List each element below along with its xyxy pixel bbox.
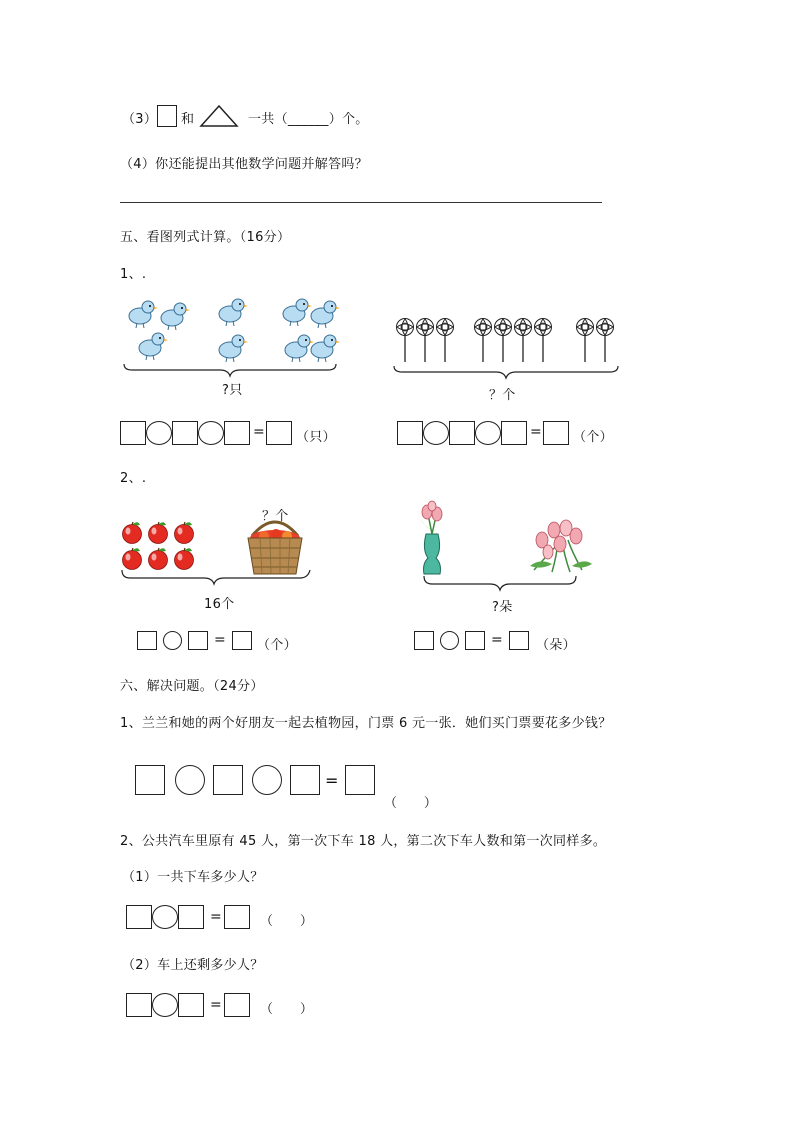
equals-sign: = bbox=[325, 771, 339, 790]
operator-circle[interactable] bbox=[423, 421, 449, 445]
triangle-icon bbox=[199, 104, 239, 128]
chick-icon bbox=[283, 299, 312, 326]
chicks-caption: ?只 bbox=[222, 383, 243, 398]
lollipops-picture bbox=[392, 312, 622, 382]
flowers-picture bbox=[412, 500, 602, 592]
answer-box[interactable] bbox=[126, 993, 152, 1017]
chick-icon bbox=[311, 301, 340, 328]
apples-picture bbox=[118, 514, 318, 594]
tulip-bouquet-icon bbox=[530, 520, 592, 572]
apple-icon bbox=[123, 522, 142, 544]
chicks-picture bbox=[120, 294, 340, 374]
lollipops-caption: ？个 bbox=[489, 388, 516, 403]
operator-circle[interactable] bbox=[152, 905, 178, 929]
equals-sign: = bbox=[210, 997, 222, 1013]
chick-icon bbox=[139, 333, 168, 360]
apple-icon bbox=[175, 548, 194, 570]
answer-box[interactable] bbox=[137, 631, 157, 650]
lollipop-icon bbox=[535, 319, 552, 363]
answer-box[interactable] bbox=[465, 631, 485, 650]
chick-icon bbox=[161, 303, 190, 330]
lollipop-icon bbox=[577, 319, 594, 363]
result-box[interactable] bbox=[232, 631, 252, 650]
lollipops-unit: （个） bbox=[573, 430, 613, 445]
operator-circle[interactable] bbox=[198, 421, 224, 445]
result-box[interactable] bbox=[266, 421, 292, 445]
answer-box[interactable] bbox=[449, 421, 475, 445]
flowers-caption: ?朵 bbox=[492, 600, 513, 615]
chick-icon bbox=[219, 299, 248, 326]
equals-sign: = bbox=[491, 632, 503, 648]
answer-box[interactable] bbox=[290, 765, 320, 795]
apple-icon bbox=[149, 522, 168, 544]
operator-circle[interactable] bbox=[440, 631, 459, 650]
sub1-unit: （ ） bbox=[260, 914, 314, 929]
brace-icon bbox=[124, 364, 336, 376]
result-box[interactable] bbox=[224, 993, 250, 1017]
apples-caption: 16个 bbox=[204, 597, 235, 612]
lollipop-icon bbox=[597, 319, 614, 363]
operator-circle[interactable] bbox=[475, 421, 501, 445]
section6-title: 六、解决问题。（24分） bbox=[120, 679, 264, 694]
answer-box[interactable] bbox=[188, 631, 208, 650]
p1-unit: （ ） bbox=[384, 796, 438, 811]
result-box[interactable] bbox=[543, 421, 569, 445]
vase-icon bbox=[420, 501, 442, 574]
lollipop-icon bbox=[397, 319, 414, 363]
apple-icon bbox=[175, 522, 194, 544]
answer-box[interactable] bbox=[213, 765, 243, 795]
chicks-unit: （只） bbox=[296, 430, 336, 445]
basket-icon bbox=[248, 522, 302, 574]
lollipop-icon bbox=[495, 319, 512, 363]
chick-icon bbox=[311, 335, 340, 362]
lollipop-icon bbox=[417, 319, 434, 363]
lollipop-icon bbox=[515, 319, 532, 363]
operator-circle[interactable] bbox=[146, 421, 172, 445]
q3-text: 一共（______）个。 bbox=[248, 112, 369, 127]
section5-title: 五、看图列式计算。（16分） bbox=[120, 230, 291, 245]
flowers-unit: （朵） bbox=[536, 638, 576, 653]
q3-and: 和 bbox=[181, 112, 195, 127]
lollipop-icon bbox=[437, 319, 454, 363]
chick-icon bbox=[129, 301, 158, 328]
equals-sign: = bbox=[530, 424, 542, 440]
chick-icon bbox=[285, 335, 314, 362]
answer-box[interactable] bbox=[224, 421, 250, 445]
square-box-icon bbox=[157, 105, 177, 127]
brace-icon bbox=[424, 576, 576, 590]
apples-unit: （个） bbox=[257, 638, 297, 653]
result-box[interactable] bbox=[345, 765, 375, 795]
equals-sign: = bbox=[214, 632, 226, 648]
operator-circle[interactable] bbox=[152, 993, 178, 1017]
section5-p2-label: 2、. bbox=[120, 471, 147, 486]
result-box[interactable] bbox=[224, 905, 250, 929]
q4-question: （4）你还能提出其他数学问题并解答吗？ bbox=[120, 157, 368, 172]
section6-p2-text: 2、公共汽车里原有 45 人，第一次下车 18 人，第二次下车人数和第一次同样多。 bbox=[120, 834, 607, 849]
result-box[interactable] bbox=[509, 631, 529, 650]
section6-sub1-text: （1）一共下车多少人？ bbox=[122, 870, 264, 885]
answer-box[interactable] bbox=[414, 631, 434, 650]
section6-sub2-text: （2）车上还剩多少人？ bbox=[122, 958, 264, 973]
q3-number: （3） bbox=[122, 112, 158, 127]
basket-question: ？个 bbox=[262, 509, 289, 524]
section5-p1-label: 1、. bbox=[120, 267, 147, 282]
answer-box[interactable] bbox=[178, 905, 204, 929]
lollipop-icon bbox=[475, 319, 492, 363]
answer-line bbox=[120, 202, 602, 203]
apple-icon bbox=[149, 548, 168, 570]
operator-circle[interactable] bbox=[163, 631, 182, 650]
operator-circle[interactable] bbox=[175, 765, 205, 795]
operator-circle[interactable] bbox=[252, 765, 282, 795]
answer-box[interactable] bbox=[120, 421, 146, 445]
answer-box[interactable] bbox=[135, 765, 165, 795]
section6-p1-text: 1、兰兰和她的两个好朋友一起去植物园，门票 6 元一张．她们买门票要花多少钱？ bbox=[120, 716, 612, 731]
answer-box[interactable] bbox=[126, 905, 152, 929]
answer-box[interactable] bbox=[178, 993, 204, 1017]
answer-box[interactable] bbox=[501, 421, 527, 445]
equals-sign: = bbox=[253, 424, 265, 440]
sub2-unit: （ ） bbox=[260, 1002, 314, 1017]
apple-icon bbox=[123, 548, 142, 570]
equals-sign: = bbox=[210, 909, 222, 925]
answer-box[interactable] bbox=[172, 421, 198, 445]
chick-icon bbox=[219, 335, 248, 362]
answer-box[interactable] bbox=[397, 421, 423, 445]
brace-icon bbox=[394, 366, 618, 378]
